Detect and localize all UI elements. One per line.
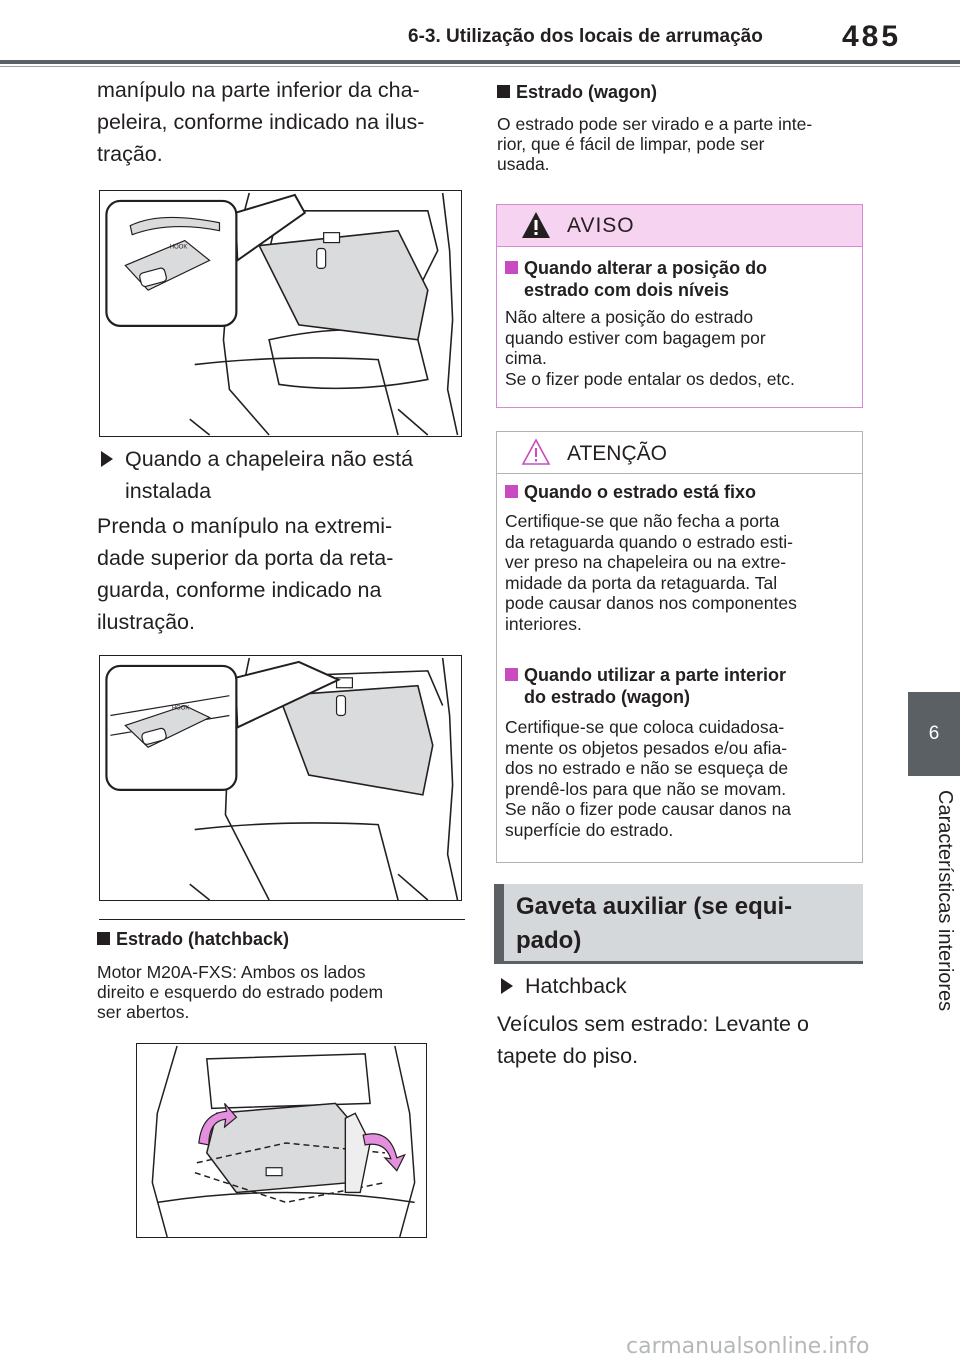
text-line: dade superior da porta da reta- (97, 546, 394, 570)
warning-header (497, 205, 862, 247)
text-line: quando estiver com bagagem por (505, 327, 766, 348)
text-line: Certifique-se que coloca cuidadosa- (505, 717, 785, 737)
text-line: Quando alterar a posição do (524, 258, 768, 278)
warning-subhead (505, 257, 767, 301)
warning-triangle-icon (521, 210, 551, 240)
bullet-hatchback (501, 970, 627, 1002)
text-line: instalada (125, 479, 212, 503)
luggage-area-drawing (137, 1044, 426, 1237)
text-line: ser abertos. (97, 1002, 190, 1022)
hook-label: HOOK (171, 705, 190, 712)
hatchback-floor-text (97, 962, 383, 1022)
text-line: rior, que é fácil de limpar, pode ser (497, 134, 765, 154)
warning-text (505, 307, 795, 389)
caution-triangle-icon (521, 437, 551, 467)
square-bullet-icon (497, 85, 510, 98)
intro-paragraph (97, 74, 424, 170)
text-line: mente os objetos pesados e/ou afia- (505, 737, 788, 758)
text-line: da retaguarda quando o estrado esti- (505, 531, 793, 552)
text-line: usada. (497, 154, 550, 174)
caution-text-2 (505, 717, 791, 840)
subhead-wagon-floor (497, 81, 657, 103)
caution-header (497, 432, 862, 474)
text-line: Hatchback (525, 974, 627, 998)
text-line: direito e esquerdo do estrado podem (97, 982, 384, 1002)
wagon-floor-text (497, 114, 812, 174)
caution-subhead-1 (505, 481, 756, 503)
text-line: pado) (516, 927, 582, 954)
text-line: Se o fizer pode entalar os dedos, etc. (505, 368, 795, 389)
text-line: ilustração. (97, 610, 195, 634)
text-line: Não altere a posição do estrado (505, 307, 754, 327)
subhead-text: Estrado (wagon) (516, 82, 658, 102)
text-line: do estrado (wagon) (524, 687, 690, 707)
text-line: prendê-los para que não se movam. (505, 778, 787, 799)
paragraph-lift-floor-mat (497, 1008, 809, 1072)
text-line: tração. (97, 142, 163, 166)
text-line: Quando o estrado está fixo (524, 482, 757, 502)
chapter-tab[interactable]: 6 (908, 692, 960, 776)
subhead-text: Estrado (hatchback) (116, 929, 290, 949)
text-line: tapete do piso. (497, 1044, 639, 1068)
square-bullet-icon (505, 261, 518, 274)
bullet-no-hat-shelf (101, 443, 413, 507)
section-divider (99, 919, 465, 920)
text-line: guarda, conforme indicado na (97, 578, 382, 602)
text-line: Quando a chapeleira não está (125, 447, 414, 471)
text-line: ver preso na chapeleira ou na extre- (505, 552, 787, 572)
text-line: Se não o fizer pode causar danos na (505, 799, 792, 819)
text-line: Certifique-se que não fecha a porta (505, 511, 780, 531)
chapter-title: Características interiores (934, 790, 956, 1012)
square-bullet-icon (97, 932, 110, 945)
text-line: Quando utilizar a parte interior (524, 665, 787, 685)
watermark[interactable]: carmanualsonline.info (626, 1334, 870, 1359)
caution-title: ATENÇÃO (567, 442, 667, 465)
text-line: cima. (505, 348, 547, 368)
page-number: 485 (842, 20, 902, 53)
illustration-hook-lower (99, 190, 462, 437)
paragraph-attach-handle (97, 510, 393, 638)
triangle-bullet-icon (501, 978, 513, 994)
text-line: Prenda o manípulo na extremi- (97, 514, 393, 538)
text-line: O estrado pode ser virado e a parte inte- (497, 114, 813, 134)
header-rule (0, 60, 960, 64)
illustration-hook-upper (99, 655, 462, 901)
page-header (0, 0, 960, 60)
text-line: dos no estrado e não se esqueça de (505, 758, 789, 778)
warning-box (496, 204, 863, 408)
text-line: interiores. (505, 613, 582, 634)
text-line: Motor M20A-FXS: Ambos os lados (97, 962, 366, 982)
illustration-deck-board-open (136, 1043, 427, 1238)
section-heading-text (516, 890, 792, 958)
square-bullet-icon (505, 668, 518, 681)
section-heading-auxiliary-box (494, 884, 863, 964)
caution-subhead-2 (505, 664, 786, 708)
text-line: pode causar danos nos componentes (505, 593, 797, 613)
text-line: estrado com dois níveis (524, 280, 730, 300)
warning-title: AVISO (567, 214, 635, 237)
text-line: peleira, conforme indicado na ilus- (97, 110, 425, 134)
caution-box (496, 431, 863, 863)
text-line: manípulo na parte inferior da cha- (97, 78, 420, 102)
car-trunk-drawing (100, 191, 461, 436)
header-rule-thin (0, 66, 960, 67)
car-trunk-drawing (100, 656, 461, 900)
hook-label: HOOK (169, 244, 188, 251)
subhead-hatchback-floor (97, 928, 289, 950)
text-line: Gaveta auxiliar (se equi- (516, 893, 793, 920)
text-line: superfície do estrado. (505, 819, 674, 840)
triangle-bullet-icon (101, 451, 113, 467)
caution-text-1 (505, 511, 797, 634)
text-line: midade da porta da retaguarda. Tal (505, 572, 778, 593)
section-title: 6-3. Utilização dos locais de arrumação (408, 26, 763, 47)
square-bullet-icon (505, 485, 518, 498)
text-line: Veículos sem estrado: Levante o (497, 1012, 809, 1036)
